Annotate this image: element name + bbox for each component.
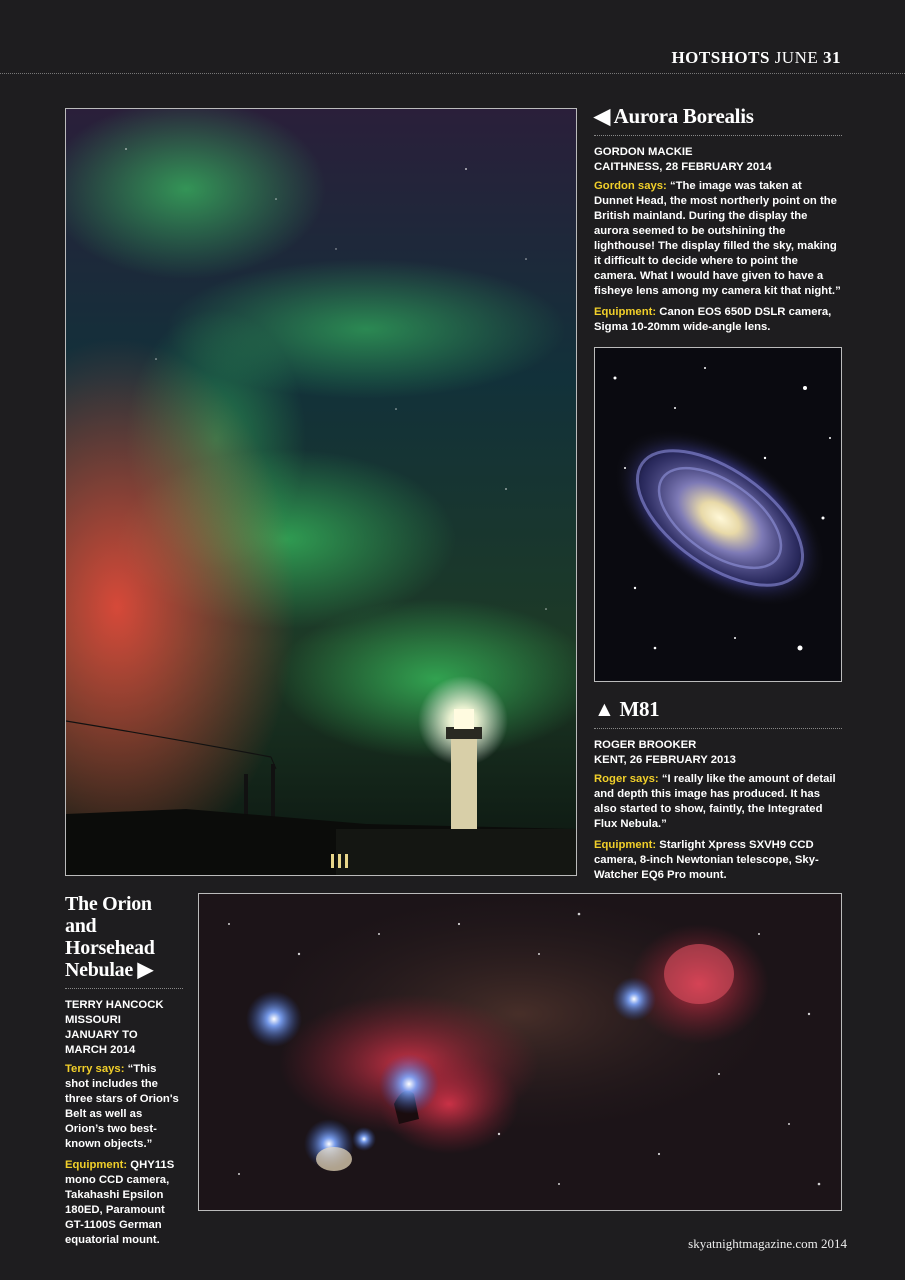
equipment-text: Starlight Xpress SXVH9 CCD camera, 8-inch Newtonian telescope, Sky-Watcher EQ6 Pro mount.: [594, 839, 819, 881]
orion-photo: [198, 893, 842, 1211]
photo-date-line2: MARCH 2014: [65, 1044, 136, 1056]
orion-title-line2: Horsehead: [65, 937, 155, 959]
footer-website: skyatnightmagazine.com: [688, 1236, 818, 1251]
page-header: [671, 48, 841, 68]
photo-date-line1: JANUARY TO: [65, 1029, 138, 1041]
photo-location-date: KENT, 26 FEBRUARY 2013: [594, 754, 736, 766]
photographer-name: GORDON MACKIE: [594, 146, 693, 158]
aurora-title: [594, 104, 842, 128]
page-number: 31: [823, 48, 841, 67]
equipment: [65, 1158, 183, 1248]
equipment-label: Equipment:: [65, 1159, 128, 1171]
equipment-label: Equipment:: [594, 839, 657, 851]
left-arrow-icon: ◀: [594, 104, 610, 128]
section-title: HOTSHOTS: [671, 48, 770, 67]
caption-rule: [594, 135, 842, 136]
orion-title-line3: Nebulae: [65, 959, 133, 981]
photographer-quote: [594, 179, 842, 299]
equipment-text: QHY11S mono CCD camera, Takahashi Epsilon 180ED, Paramount GT-1100S German equatorial mount.: [65, 1159, 175, 1246]
header-rule: [0, 73, 905, 74]
photographer-name: TERRY HANCOCK: [65, 999, 164, 1011]
says-label: Terry says:: [65, 1063, 125, 1075]
quote-text: “The image was taken at Dunnet Head, the most northerly point on the British mainland. During the display the aurora seemed to be outshining the lighthouse! The display filled the sky, making it difficult to decide where to point the camera. What I would have given to have a fisheye lens among my camera kit that night.”: [594, 180, 841, 297]
orion-title-line1: The Orion and: [65, 893, 152, 937]
page-footer: [688, 1236, 847, 1252]
m81-title-text: M81: [619, 697, 660, 721]
right-arrow-icon: ▶: [137, 959, 153, 981]
orion-caption: [65, 893, 183, 1251]
says-label: Gordon says:: [594, 180, 667, 192]
quote-text: “This shot includes the three stars of Orion's Belt as well as Orion’s two best-known objects.”: [65, 1063, 179, 1150]
says-label: Roger says:: [594, 773, 659, 785]
equipment-text: Canon EOS 650D DSLR camera, Sigma 10-20mm wide-angle lens.: [594, 306, 832, 333]
photo-location-date: CAITHNESS, 28 FEBRUARY 2014: [594, 161, 772, 173]
issue-month: JUNE: [774, 48, 819, 67]
m81-photo: [594, 347, 842, 682]
equipment-label: Equipment:: [594, 306, 657, 318]
m81-title: [594, 697, 842, 721]
aurora-photo: [65, 108, 577, 876]
orion-title: [65, 893, 183, 981]
photographer-quote: [65, 1062, 183, 1152]
photographer-name: ROGER BROOKER: [594, 739, 697, 751]
equipment: [594, 305, 842, 335]
aurora-title-text: Aurora Borealis: [613, 104, 754, 128]
equipment: [594, 838, 842, 883]
footer-year: 2014: [821, 1236, 847, 1251]
caption-rule: [594, 728, 842, 729]
photographer-quote: [594, 772, 842, 832]
caption-rule: [65, 988, 183, 989]
quote-text: “I really like the amount of detail and depth this image has produced. It has also started to show, faintly, the Integrated Flux Nebula.”: [594, 773, 836, 830]
photo-location: MISSOURI: [65, 1014, 121, 1026]
aurora-caption: [594, 104, 842, 338]
up-arrow-icon: ▲: [594, 697, 615, 721]
m81-caption: [594, 697, 842, 886]
